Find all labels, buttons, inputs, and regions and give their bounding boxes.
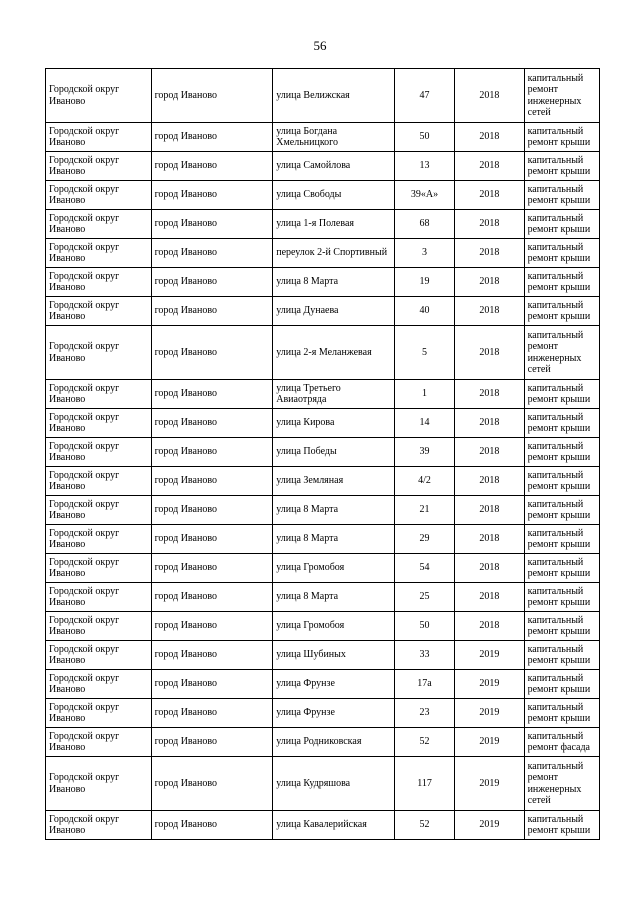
house-number-cell: 25 [394, 583, 454, 612]
city-cell: город Иваново [151, 554, 273, 583]
city-cell: город Иваново [151, 152, 273, 181]
city-cell: город Иваново [151, 496, 273, 525]
okrug-cell: Городской округ Иваново [46, 239, 152, 268]
work-type-cell: капитальный ремонт крыши [524, 409, 599, 438]
table-row [46, 811, 600, 840]
year-cell: 2019 [455, 699, 524, 728]
okrug-cell: Городской округ Иваново [46, 670, 152, 699]
okrug-cell: Городской округ Иваново [46, 380, 152, 409]
street-cell: улица Громобоя [273, 612, 395, 641]
house-number-cell: 117 [394, 757, 454, 811]
street-cell: улица 8 Марта [273, 268, 395, 297]
table-row [46, 297, 600, 326]
house-number-cell: 23 [394, 699, 454, 728]
house-number-cell: 29 [394, 525, 454, 554]
house-number-cell: 47 [394, 69, 454, 123]
house-number-cell: 13 [394, 152, 454, 181]
house-number-cell: 19 [394, 268, 454, 297]
table-row [46, 554, 600, 583]
year-cell: 2018 [455, 210, 524, 239]
city-cell: город Иваново [151, 699, 273, 728]
house-number-cell: 4/2 [394, 467, 454, 496]
okrug-cell: Городской округ Иваново [46, 69, 152, 123]
table-row [46, 438, 600, 467]
city-cell: город Иваново [151, 326, 273, 380]
okrug-cell: Городской округ Иваново [46, 583, 152, 612]
table-row [46, 210, 600, 239]
street-cell: улица Земляная [273, 467, 395, 496]
work-type-cell: капитальный ремонт инженерных сетей [524, 69, 599, 123]
okrug-cell: Городской округ Иваново [46, 181, 152, 210]
house-number-cell: 40 [394, 297, 454, 326]
house-number-cell: 50 [394, 612, 454, 641]
street-cell: улица 8 Марта [273, 583, 395, 612]
street-cell: улица Богдана Хмельницкого [273, 123, 395, 152]
work-type-cell: капитальный ремонт крыши [524, 123, 599, 152]
street-cell: улица Фрунзе [273, 699, 395, 728]
house-number-cell: 39 [394, 438, 454, 467]
work-type-cell: капитальный ремонт крыши [524, 239, 599, 268]
year-cell: 2018 [455, 380, 524, 409]
table-row [46, 409, 600, 438]
city-cell: город Иваново [151, 525, 273, 554]
work-type-cell: капитальный ремонт инженерных сетей [524, 326, 599, 380]
year-cell: 2018 [455, 297, 524, 326]
year-cell: 2018 [455, 438, 524, 467]
work-type-cell: капитальный ремонт крыши [524, 152, 599, 181]
okrug-cell: Городской округ Иваново [46, 811, 152, 840]
okrug-cell: Городской округ Иваново [46, 554, 152, 583]
okrug-cell: Городской округ Иваново [46, 728, 152, 757]
table-row [46, 326, 600, 380]
city-cell: город Иваново [151, 728, 273, 757]
street-cell: улица Победы [273, 438, 395, 467]
city-cell: город Иваново [151, 181, 273, 210]
table-row [46, 612, 600, 641]
table-body [46, 69, 600, 840]
okrug-cell: Городской округ Иваново [46, 438, 152, 467]
year-cell: 2018 [455, 467, 524, 496]
work-type-cell: капитальный ремонт крыши [524, 181, 599, 210]
okrug-cell: Городской округ Иваново [46, 525, 152, 554]
okrug-cell: Городской округ Иваново [46, 612, 152, 641]
city-cell: город Иваново [151, 811, 273, 840]
work-type-cell: капитальный ремонт крыши [524, 467, 599, 496]
year-cell: 2018 [455, 239, 524, 268]
street-cell: улица 2-я Меланжевая [273, 326, 395, 380]
street-cell: улица Фрунзе [273, 670, 395, 699]
city-cell: город Иваново [151, 612, 273, 641]
house-number-cell: 14 [394, 409, 454, 438]
house-number-cell: 52 [394, 728, 454, 757]
work-type-cell: капитальный ремонт крыши [524, 811, 599, 840]
year-cell: 2019 [455, 811, 524, 840]
house-number-cell: 54 [394, 554, 454, 583]
okrug-cell: Городской округ Иваново [46, 409, 152, 438]
table-row [46, 728, 600, 757]
year-cell: 2018 [455, 152, 524, 181]
city-cell: город Иваново [151, 69, 273, 123]
house-number-cell: 21 [394, 496, 454, 525]
okrug-cell: Городской округ Иваново [46, 641, 152, 670]
house-number-cell: 33 [394, 641, 454, 670]
city-cell: город Иваново [151, 268, 273, 297]
table-row [46, 757, 600, 811]
work-type-cell: капитальный ремонт крыши [524, 525, 599, 554]
page-number: 56 [313, 38, 327, 53]
year-cell: 2018 [455, 583, 524, 612]
house-number-cell: 3 [394, 239, 454, 268]
street-cell: улица Кудряшова [273, 757, 395, 811]
okrug-cell: Городской округ Иваново [46, 326, 152, 380]
year-cell: 2018 [455, 268, 524, 297]
table-row [46, 641, 600, 670]
year-cell: 2018 [455, 326, 524, 380]
okrug-cell: Городской округ Иваново [46, 152, 152, 181]
house-number-cell: 39«А» [394, 181, 454, 210]
street-cell: улица Шубиных [273, 641, 395, 670]
work-type-cell: капитальный ремонт крыши [524, 380, 599, 409]
okrug-cell: Городской округ Иваново [46, 699, 152, 728]
work-type-cell: капитальный ремонт крыши [524, 641, 599, 670]
table-row [46, 69, 600, 123]
table-row [46, 268, 600, 297]
city-cell: город Иваново [151, 641, 273, 670]
city-cell: город Иваново [151, 467, 273, 496]
work-type-cell: капитальный ремонт крыши [524, 268, 599, 297]
table-row [46, 152, 600, 181]
work-type-cell: капитальный ремонт инженерных сетей [524, 757, 599, 811]
work-type-cell: капитальный ремонт крыши [524, 670, 599, 699]
year-cell: 2018 [455, 525, 524, 554]
street-cell: улица 8 Марта [273, 496, 395, 525]
work-type-cell: капитальный ремонт крыши [524, 554, 599, 583]
street-cell: улица Кавалерийская [273, 811, 395, 840]
year-cell: 2018 [455, 69, 524, 123]
okrug-cell: Городской округ Иваново [46, 297, 152, 326]
work-type-cell: капитальный ремонт крыши [524, 210, 599, 239]
street-cell: улица Кирова [273, 409, 395, 438]
city-cell: город Иваново [151, 757, 273, 811]
table-row [46, 181, 600, 210]
table-row [46, 670, 600, 699]
city-cell: город Иваново [151, 297, 273, 326]
year-cell: 2018 [455, 409, 524, 438]
year-cell: 2018 [455, 123, 524, 152]
year-cell: 2018 [455, 554, 524, 583]
okrug-cell: Городской округ Иваново [46, 757, 152, 811]
street-cell: улица Велижская [273, 69, 395, 123]
street-cell: переулок 2-й Спортивный [273, 239, 395, 268]
street-cell: улица 1-я Полевая [273, 210, 395, 239]
city-cell: город Иваново [151, 210, 273, 239]
city-cell: город Иваново [151, 670, 273, 699]
work-type-cell: капитальный ремонт крыши [524, 297, 599, 326]
okrug-cell: Городской округ Иваново [46, 467, 152, 496]
repair-registry-table [45, 68, 600, 840]
street-cell: улица Свободы [273, 181, 395, 210]
work-type-cell: капитальный ремонт крыши [524, 496, 599, 525]
work-type-cell: капитальный ремонт крыши [524, 612, 599, 641]
city-cell: город Иваново [151, 123, 273, 152]
table-row [46, 239, 600, 268]
okrug-cell: Городской округ Иваново [46, 210, 152, 239]
city-cell: город Иваново [151, 380, 273, 409]
city-cell: город Иваново [151, 239, 273, 268]
house-number-cell: 17а [394, 670, 454, 699]
house-number-cell: 50 [394, 123, 454, 152]
work-type-cell: капитальный ремонт крыши [524, 699, 599, 728]
table-row [46, 123, 600, 152]
street-cell: улица Самойлова [273, 152, 395, 181]
table-row [46, 525, 600, 554]
year-cell: 2018 [455, 496, 524, 525]
work-type-cell: капитальный ремонт крыши [524, 438, 599, 467]
city-cell: город Иваново [151, 583, 273, 612]
table-row [46, 467, 600, 496]
work-type-cell: капитальный ремонт фасада [524, 728, 599, 757]
year-cell: 2018 [455, 612, 524, 641]
street-cell: улица Третьего Авиаотряда [273, 380, 395, 409]
okrug-cell: Городской округ Иваново [46, 496, 152, 525]
okrug-cell: Городской округ Иваново [46, 123, 152, 152]
house-number-cell: 5 [394, 326, 454, 380]
street-cell: улица 8 Марта [273, 525, 395, 554]
okrug-cell: Городской округ Иваново [46, 268, 152, 297]
year-cell: 2019 [455, 757, 524, 811]
street-cell: улица Родниковская [273, 728, 395, 757]
year-cell: 2019 [455, 728, 524, 757]
work-type-cell: капитальный ремонт крыши [524, 583, 599, 612]
year-cell: 2018 [455, 181, 524, 210]
table-row [46, 583, 600, 612]
street-cell: улица Громобоя [273, 554, 395, 583]
year-cell: 2019 [455, 670, 524, 699]
house-number-cell: 1 [394, 380, 454, 409]
street-cell: улица Дунаева [273, 297, 395, 326]
table-row [46, 699, 600, 728]
table-row [46, 496, 600, 525]
city-cell: город Иваново [151, 409, 273, 438]
table-row [46, 380, 600, 409]
year-cell: 2019 [455, 641, 524, 670]
house-number-cell: 52 [394, 811, 454, 840]
house-number-cell: 68 [394, 210, 454, 239]
city-cell: город Иваново [151, 438, 273, 467]
